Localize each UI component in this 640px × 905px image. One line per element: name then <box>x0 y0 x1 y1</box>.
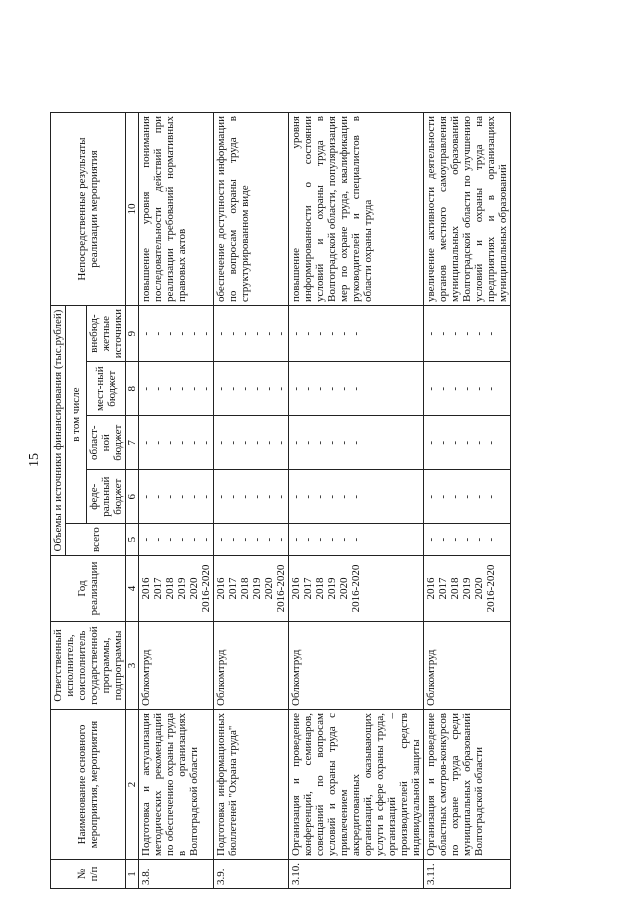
header-total: всего <box>66 524 126 556</box>
funding-value: - <box>140 494 152 499</box>
year-value: 2018 <box>449 577 461 600</box>
funding-value: - <box>176 537 188 542</box>
year-value: 2016 <box>140 577 152 600</box>
funding-value: - <box>188 440 200 445</box>
funding-federal <box>139 470 214 524</box>
funding-value: - <box>188 537 200 542</box>
funding-value: - <box>326 331 338 336</box>
column-number: 10 <box>126 113 139 306</box>
funding-value: - <box>239 331 251 336</box>
funding-value: - <box>239 386 251 391</box>
funding-federal <box>214 470 289 524</box>
year-value: 2016 <box>425 577 437 600</box>
year-value: 2017 <box>302 577 314 600</box>
funding-value: - <box>302 331 314 336</box>
funding-value: - <box>302 386 314 391</box>
year-value: 2019 <box>176 577 188 600</box>
table-body <box>126 113 511 889</box>
funding-value: - <box>290 494 302 499</box>
year-value: 2020 <box>473 577 485 600</box>
funding-value: - <box>425 440 437 445</box>
activity-name: Организация и проведение конференций, семинаров, совещаний по вопросам условий и охраны труда с привлечением аккредитованных организаций, оказывающих услуги в сфере охраны труда, организаций – производителей средств индивидуальной защиты <box>289 710 424 860</box>
funding-value: - <box>437 331 449 336</box>
executor: Облкомтруд <box>139 622 214 710</box>
funding-value: - <box>164 494 176 499</box>
funding-value: - <box>176 386 188 391</box>
funding-value: - <box>251 537 263 542</box>
header-including: в том числе <box>66 306 87 524</box>
funding-value: - <box>290 386 302 391</box>
column-number: 2 <box>126 710 139 860</box>
funding-value: - <box>188 386 200 391</box>
header-extrabudgetary: внебюд-жетные источники <box>87 306 126 362</box>
years-list <box>289 556 424 622</box>
header-funding: Объемы и источники финансирования (тыс.рублей) <box>51 306 66 556</box>
funding-value: - <box>227 386 239 391</box>
funding-extrabudgetary <box>139 306 214 362</box>
funding-local <box>424 362 511 416</box>
funding-value: - <box>176 331 188 336</box>
funding-value: - <box>275 537 287 542</box>
funding-value: - <box>461 537 473 542</box>
funding-value: - <box>239 537 251 542</box>
funding-value: - <box>449 386 461 391</box>
year-value: 2017 <box>227 577 239 600</box>
executor: Облкомтруд <box>289 622 424 710</box>
funding-value: - <box>449 331 461 336</box>
funding-value: - <box>302 494 314 499</box>
funding-value: - <box>239 440 251 445</box>
column-number: 5 <box>126 524 139 556</box>
funding-value: - <box>461 331 473 336</box>
funding-total <box>289 524 424 556</box>
funding-value: - <box>485 440 497 445</box>
column-number: 1 <box>126 860 139 889</box>
funding-federal <box>289 470 424 524</box>
funding-value: - <box>473 494 485 499</box>
funding-value: - <box>314 386 326 391</box>
funding-value: - <box>215 494 227 499</box>
funding-value: - <box>215 331 227 336</box>
header-year: Год реализации <box>51 556 126 622</box>
funding-value: - <box>425 386 437 391</box>
funding-value: - <box>350 440 362 445</box>
table-row <box>139 113 214 889</box>
funding-value: - <box>350 331 362 336</box>
funding-value: - <box>461 494 473 499</box>
funding-local <box>214 362 289 416</box>
funding-value: - <box>140 537 152 542</box>
funding-value: - <box>461 386 473 391</box>
year-value: 2019 <box>326 577 338 600</box>
year-value: 2016-2020 <box>350 564 362 613</box>
funding-value: - <box>200 537 212 542</box>
year-value: 2020 <box>338 577 350 600</box>
funding-value: - <box>263 440 275 445</box>
funding-value: - <box>140 440 152 445</box>
column-number: 8 <box>126 362 139 416</box>
funding-value: - <box>425 331 437 336</box>
year-value: 2016-2020 <box>275 564 287 613</box>
activity-result: обеспечение доступности информации по вопросам охраны труда в структурированном виде <box>214 113 289 306</box>
funding-value: - <box>437 386 449 391</box>
funding-value: - <box>200 331 212 336</box>
funding-value: - <box>290 537 302 542</box>
funding-value: - <box>152 331 164 336</box>
funding-value: - <box>200 386 212 391</box>
funding-value: - <box>302 440 314 445</box>
years-list <box>139 556 214 622</box>
column-number: 6 <box>126 470 139 524</box>
funding-value: - <box>215 440 227 445</box>
funding-value: - <box>338 386 350 391</box>
funding-value: - <box>473 537 485 542</box>
funding-value: - <box>425 494 437 499</box>
funding-value: - <box>200 440 212 445</box>
funding-federal <box>424 470 511 524</box>
funding-value: - <box>251 331 263 336</box>
funding-extrabudgetary <box>214 306 289 362</box>
table-row <box>289 113 424 889</box>
funding-value: - <box>338 537 350 542</box>
funding-value: - <box>437 440 449 445</box>
header-local-budget: мест-ный бюджет <box>87 362 126 416</box>
funding-value: - <box>263 537 275 542</box>
funding-value: - <box>215 386 227 391</box>
funding-value: - <box>251 440 263 445</box>
activity-name: Организация и проведение областных смотров-конкурсов по охране труда среди муниципальных образований Волгоградской области <box>424 710 511 860</box>
funding-value: - <box>425 537 437 542</box>
executor: Облкомтруд <box>214 622 289 710</box>
header-activity-name: Наименование основного мероприятия, мероприятия <box>51 710 126 860</box>
funding-value: - <box>314 331 326 336</box>
funding-value: - <box>338 331 350 336</box>
funding-value: - <box>338 494 350 499</box>
year-value: 2017 <box>152 577 164 600</box>
year-value: 2020 <box>188 577 200 600</box>
funding-value: - <box>140 331 152 336</box>
funding-value: - <box>140 386 152 391</box>
funding-value: - <box>275 440 287 445</box>
header-regional-budget: област-ной бюджет <box>87 416 126 470</box>
funding-value: - <box>227 537 239 542</box>
funding-value: - <box>290 331 302 336</box>
funding-total <box>139 524 214 556</box>
year-value: 2016 <box>215 577 227 600</box>
funding-value: - <box>263 331 275 336</box>
funding-value: - <box>326 537 338 542</box>
column-number: 4 <box>126 556 139 622</box>
funding-value: - <box>200 494 212 499</box>
funding-value: - <box>152 386 164 391</box>
header-results: Непосредственные результаты реализации мероприятия <box>51 113 126 306</box>
funding-total <box>214 524 289 556</box>
funding-value: - <box>164 537 176 542</box>
funding-value: - <box>152 537 164 542</box>
year-value: 2019 <box>251 577 263 600</box>
header-federal-budget: феде-ральный бюджет <box>87 470 126 524</box>
year-value: 2016-2020 <box>200 564 212 613</box>
year-value: 2016 <box>290 577 302 600</box>
activity-result: повышение уровня понимания последовательности действий при реализации требований нормативных правовых актов <box>139 113 214 306</box>
year-value: 2019 <box>461 577 473 600</box>
funding-value: - <box>473 440 485 445</box>
funding-value: - <box>314 537 326 542</box>
funding-regional <box>139 416 214 470</box>
funding-value: - <box>326 494 338 499</box>
year-value: 2018 <box>314 577 326 600</box>
funding-value: - <box>188 331 200 336</box>
year-value: 2018 <box>239 577 251 600</box>
funding-value: - <box>227 494 239 499</box>
funding-value: - <box>326 386 338 391</box>
funding-value: - <box>350 386 362 391</box>
executor: Облкомтруд <box>424 622 511 710</box>
funding-value: - <box>251 494 263 499</box>
program-activities-table <box>50 112 511 889</box>
funding-value: - <box>437 537 449 542</box>
funding-value: - <box>176 440 188 445</box>
funding-value: - <box>275 494 287 499</box>
funding-value: - <box>263 494 275 499</box>
funding-value: - <box>152 494 164 499</box>
years-list <box>424 556 511 622</box>
funding-value: - <box>449 494 461 499</box>
funding-value: - <box>473 386 485 391</box>
funding-value: - <box>449 537 461 542</box>
funding-value: - <box>215 537 227 542</box>
funding-value: - <box>314 440 326 445</box>
funding-value: - <box>485 331 497 336</box>
funding-local <box>289 362 424 416</box>
page-number: 15 <box>27 453 42 467</box>
funding-value: - <box>176 494 188 499</box>
header-row-1 <box>51 113 66 889</box>
funding-value: - <box>275 386 287 391</box>
funding-value: - <box>227 440 239 445</box>
funding-value: - <box>485 386 497 391</box>
funding-value: - <box>485 537 497 542</box>
funding-value: - <box>350 494 362 499</box>
row-number: 3.8. <box>139 860 214 889</box>
funding-local <box>139 362 214 416</box>
activity-result: повышение уровня информированности о состоянии условий и охраны труда в Волгоградской области, популяризация мер по охране труда, квалификации руководителей и специалистов в области охраны труда <box>289 113 424 306</box>
year-value: 2017 <box>437 577 449 600</box>
funding-value: - <box>290 440 302 445</box>
funding-value: - <box>164 386 176 391</box>
funding-extrabudgetary <box>289 306 424 362</box>
year-value: 2018 <box>164 577 176 600</box>
funding-value: - <box>350 537 362 542</box>
column-number: 9 <box>126 306 139 362</box>
funding-value: - <box>227 331 239 336</box>
column-number: 7 <box>126 416 139 470</box>
year-value: 2016-2020 <box>485 564 497 613</box>
row-number: 3.11. <box>424 860 511 889</box>
funding-value: - <box>263 386 275 391</box>
funding-regional <box>289 416 424 470</box>
funding-regional <box>424 416 511 470</box>
funding-total <box>424 524 511 556</box>
activity-name: Подготовка и актуализация методических рекомендаций по обеспечению охраны труда в организациях Волгоградской области <box>139 710 214 860</box>
column-number-row <box>126 113 139 889</box>
funding-value: - <box>188 494 200 499</box>
funding-value: - <box>164 440 176 445</box>
funding-regional <box>214 416 289 470</box>
funding-extrabudgetary <box>424 306 511 362</box>
header-number: № п/п <box>51 860 126 889</box>
funding-value: - <box>302 537 314 542</box>
funding-value: - <box>338 440 350 445</box>
header-executor: Ответственный исполнитель, соисполнитель государственной программы, подпрограммы <box>51 622 126 710</box>
years-list <box>214 556 289 622</box>
row-number: 3.10. <box>289 860 424 889</box>
row-number: 3.9. <box>214 860 289 889</box>
funding-value: - <box>485 494 497 499</box>
funding-value: - <box>164 331 176 336</box>
column-number: 3 <box>126 622 139 710</box>
activity-result: увеличение активности деятельности органов местного самоуправления муниципальных образований Волгоградской области по улучшению условий и охраны труда на предприятиях и в организациях муниципальных образований <box>424 113 511 306</box>
year-value: 2020 <box>263 577 275 600</box>
funding-value: - <box>314 494 326 499</box>
funding-value: - <box>239 494 251 499</box>
table-row <box>214 113 289 889</box>
funding-value: - <box>326 440 338 445</box>
funding-value: - <box>437 494 449 499</box>
funding-value: - <box>152 440 164 445</box>
funding-value: - <box>275 331 287 336</box>
funding-value: - <box>461 440 473 445</box>
funding-value: - <box>251 386 263 391</box>
funding-value: - <box>449 440 461 445</box>
activity-name: Подготовка информационных бюллетеней "Охрана труда" <box>214 710 289 860</box>
table-row <box>424 113 511 889</box>
funding-value: - <box>473 331 485 336</box>
